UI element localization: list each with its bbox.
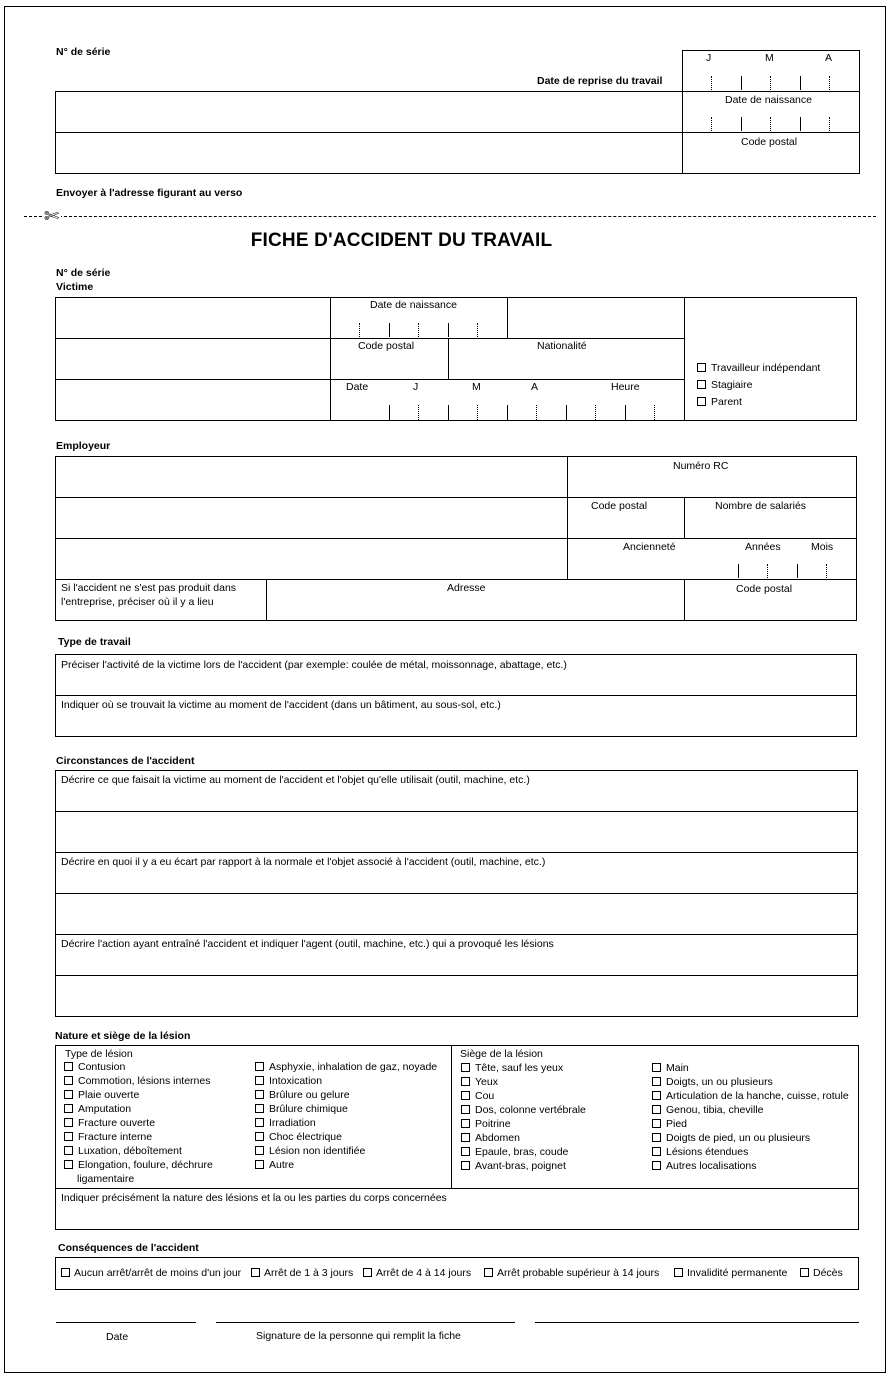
- tick: [741, 76, 742, 90]
- type-lesion-label: Type de lésion: [65, 1048, 133, 1060]
- checkbox-icon: [674, 1268, 683, 1277]
- checkbox-travailleur-independant[interactable]: Travailleur indépendant: [697, 362, 820, 374]
- siege-lesion-checkbox[interactable]: Pied: [652, 1118, 687, 1130]
- checkbox-icon: [652, 1105, 661, 1114]
- type-lesion-checkbox[interactable]: Plaie ouverte: [64, 1089, 139, 1101]
- annees-label: Années: [745, 541, 781, 553]
- consequence-checkbox[interactable]: Aucun arrêt/arrêt de moins d'un jour: [61, 1267, 241, 1279]
- top-date-box: [682, 50, 860, 174]
- checkbox-icon: [64, 1118, 73, 1127]
- siege-lesion-checkbox[interactable]: Autres localisations: [652, 1160, 756, 1172]
- top-date-divider: [682, 91, 860, 92]
- tick: [359, 323, 360, 337]
- type-lesion-checkbox[interactable]: Brûlure chimique: [255, 1103, 348, 1115]
- work-heading: Type de travail: [58, 636, 131, 648]
- siege-lesion-checkbox[interactable]: Articulation de la hanche, cuisse, rotule: [652, 1090, 849, 1102]
- checkbox-icon: [461, 1063, 470, 1072]
- type-lesion-checkbox[interactable]: Fracture interne: [64, 1131, 152, 1143]
- tick: [418, 323, 419, 337]
- circ-row-divider: [55, 893, 858, 894]
- type-lesion-checkbox[interactable]: Commotion, lésions internes: [64, 1075, 210, 1087]
- checkbox-icon: [652, 1161, 661, 1170]
- tick: [767, 564, 768, 578]
- reprise-label: Date de reprise du travail: [537, 75, 663, 87]
- victim-col-divider: [684, 297, 685, 421]
- lesion-col-divider: [451, 1045, 452, 1188]
- tick: [711, 76, 712, 90]
- tick: [389, 323, 390, 337]
- consequence-checkbox[interactable]: Décès: [800, 1267, 843, 1279]
- victim-row-divider: [55, 379, 685, 380]
- victim-heure-label: Heure: [611, 381, 640, 393]
- employer-col-divider: [684, 497, 685, 538]
- checkbox-icon: [652, 1091, 661, 1100]
- checkbox-icon: [255, 1104, 264, 1113]
- tick: [448, 405, 449, 420]
- checkbox-icon: [251, 1268, 260, 1277]
- circ-q2: Décrire en quoi il y a eu écart par rapport à la normale et l'objet associé à l'accident (outil, machine, etc.): [61, 856, 546, 868]
- checkbox-icon: [64, 1132, 73, 1141]
- siege-lesion-checkbox[interactable]: Main: [652, 1062, 689, 1074]
- mois-label: Mois: [811, 541, 834, 553]
- other-place-line2: l'entreprise, préciser où il y a lieu: [61, 596, 214, 608]
- checkbox-icon: [800, 1268, 809, 1277]
- adresse-label: Adresse: [447, 582, 486, 594]
- type-lesion-checkbox[interactable]: Luxation, déboîtement: [64, 1145, 182, 1157]
- top-m-label: M: [765, 52, 774, 64]
- tick: [800, 117, 801, 131]
- siege-lesion-label: Siège de la lésion: [460, 1048, 543, 1060]
- employer-col-divider: [684, 579, 685, 621]
- siege-lesion-checkbox[interactable]: Doigts, un ou plusieurs: [652, 1076, 773, 1088]
- top-postal-label: Code postal: [741, 136, 798, 148]
- date-line[interactable]: [56, 1322, 196, 1323]
- victim-a-label: A: [531, 381, 539, 393]
- circ-row-divider: [55, 934, 858, 935]
- consequence-checkbox[interactable]: Arrêt probable supérieur à 14 jours: [484, 1267, 659, 1279]
- employer-postal-label: Code postal: [591, 500, 648, 512]
- type-lesion-checkbox[interactable]: Irradiation: [255, 1117, 316, 1129]
- type-col1-extra: ligamentaire: [77, 1173, 135, 1185]
- checkbox-icon: [255, 1090, 264, 1099]
- checkbox-icon: [461, 1077, 470, 1086]
- checkbox-icon: [697, 397, 706, 406]
- type-lesion-checkbox[interactable]: Fracture ouverte: [64, 1117, 155, 1129]
- victim-serial-label: N° de série: [56, 267, 111, 279]
- footer-date-label: Date: [106, 1331, 129, 1343]
- checkbox-icon: [64, 1146, 73, 1155]
- tick: [448, 323, 449, 337]
- tick: [711, 117, 712, 131]
- type-lesion-checkbox[interactable]: Lésion non identifiée: [255, 1145, 365, 1157]
- siege-lesion-checkbox[interactable]: Cou: [461, 1090, 494, 1102]
- circ-row-divider: [55, 852, 858, 853]
- employer-row-divider: [55, 497, 857, 498]
- siege-lesion-checkbox[interactable]: Avant-bras, poignet: [461, 1160, 566, 1172]
- checkbox-icon: [461, 1161, 470, 1170]
- circumstances-heading: Circonstances de l'accident: [56, 755, 195, 767]
- checkbox-icon: [461, 1105, 470, 1114]
- tick: [654, 405, 655, 420]
- circ-q1: Décrire ce que faisait la victime au moment de l'accident et l'objet qu'elle utilisait (outil, machine, etc.): [61, 774, 530, 786]
- checkbox-icon: [255, 1062, 264, 1071]
- siege-lesion-checkbox[interactable]: Lésions étendues: [652, 1146, 748, 1158]
- tick: [566, 405, 567, 420]
- work-activity-label: Préciser l'activité de la victime lors de l'accident (par exemple: coulée de métal, moissonnage, abattage, etc.): [61, 659, 567, 671]
- checkbox-icon: [61, 1268, 70, 1277]
- checkbox-icon: [652, 1133, 661, 1142]
- tick: [738, 564, 739, 578]
- siege-lesion-checkbox[interactable]: Abdomen: [461, 1132, 520, 1144]
- consequence-checkbox[interactable]: Invalidité permanente: [674, 1267, 787, 1279]
- checkbox-icon: [64, 1090, 73, 1099]
- siege-lesion-checkbox[interactable]: Genou, tibia, cheville: [652, 1104, 763, 1116]
- checkbox-icon: [363, 1268, 372, 1277]
- victim-heading: Victime: [56, 281, 94, 293]
- tick: [770, 76, 771, 90]
- other-place-line1: Si l'accident ne s'est pas produit dans: [61, 582, 237, 594]
- lesion-heading: Nature et siège de la lésion: [55, 1030, 191, 1042]
- victim-j-label: J: [413, 381, 419, 393]
- victim-naissance-label: Date de naissance: [370, 299, 457, 311]
- top-row-divider: [55, 132, 860, 133]
- footer-signature-label: Signature de la personne qui remplit la fiche: [256, 1330, 461, 1342]
- extra-line[interactable]: [535, 1322, 859, 1323]
- siege-lesion-checkbox[interactable]: Dos, colonne vertébrale: [461, 1104, 586, 1116]
- tick: [826, 564, 827, 578]
- tick: [625, 405, 626, 420]
- victim-row-divider: [55, 338, 685, 339]
- checkbox-icon: [255, 1076, 264, 1085]
- top-naissance-label: Date de naissance: [725, 94, 812, 106]
- checkbox-icon: [461, 1119, 470, 1128]
- checkbox-icon: [64, 1062, 73, 1071]
- employer-heading: Employeur: [56, 440, 111, 452]
- checkbox-icon: [64, 1104, 73, 1113]
- type-lesion-checkbox[interactable]: Autre: [255, 1159, 294, 1171]
- checkbox-icon: [461, 1147, 470, 1156]
- type-lesion-checkbox[interactable]: Asphyxie, inhalation de gaz, noyade: [255, 1061, 437, 1073]
- checkbox-icon: [484, 1268, 493, 1277]
- circ-q3: Décrire l'action ayant entraîné l'accident et indiquer l'agent (outil, machine, etc.) qui a provoqué les lésions: [61, 938, 554, 950]
- victim-col-divider: [507, 297, 508, 338]
- tick: [477, 405, 478, 420]
- anciennete-label: Ancienneté: [623, 541, 676, 553]
- victim-nationalite-label: Nationalité: [537, 340, 587, 352]
- siege-lesion-checkbox[interactable]: Yeux: [461, 1076, 498, 1088]
- form-title: FICHE D'ACCIDENT DU TRAVAIL: [250, 230, 553, 251]
- victim-date-label: Date: [346, 381, 369, 393]
- type-lesion-checkbox[interactable]: Brûlure ou gelure: [255, 1089, 350, 1101]
- checkbox-icon: [255, 1146, 264, 1155]
- tick: [829, 117, 830, 131]
- checkbox-icon: [697, 363, 706, 372]
- type-lesion-checkbox[interactable]: Contusion: [64, 1061, 125, 1073]
- circ-row-divider: [55, 975, 858, 976]
- tick: [418, 405, 419, 420]
- tick: [797, 564, 798, 578]
- checkbox-icon: [461, 1133, 470, 1142]
- victim-postal-label: Code postal: [358, 340, 415, 352]
- tick: [477, 323, 478, 337]
- lesion-row-divider: [55, 1188, 859, 1189]
- victim-col-divider: [448, 338, 449, 379]
- checkbox-icon: [461, 1091, 470, 1100]
- consequences-heading: Conséquences de l'accident: [58, 1242, 199, 1254]
- tick: [770, 117, 771, 131]
- top-a-label: A: [825, 52, 833, 64]
- checkbox-parent[interactable]: Parent: [697, 396, 742, 408]
- checkbox-icon: [255, 1160, 264, 1169]
- type-lesion-checkbox[interactable]: Amputation: [64, 1103, 131, 1115]
- top-j-label: J: [706, 52, 712, 64]
- tick: [536, 405, 537, 420]
- employer-col-divider: [567, 456, 568, 579]
- signature-line[interactable]: [216, 1322, 515, 1323]
- checkbox-icon: [652, 1077, 661, 1086]
- lesion-detail-label: Indiquer précisément la nature des lésions et la ou les parties du corps concernées: [61, 1192, 447, 1204]
- checkbox-icon: [255, 1118, 264, 1127]
- employer-postal2-label: Code postal: [736, 583, 793, 595]
- tick: [800, 76, 801, 90]
- top-serial-label: N° de série: [56, 46, 111, 58]
- employer-row-divider: [55, 579, 857, 580]
- employer-row-divider: [55, 538, 857, 539]
- work-location-label: Indiquer où se trouvait la victime au moment de l'accident (dans un bâtiment, au sous-sol, etc.): [61, 699, 501, 711]
- salaries-label: Nombre de salariés: [715, 500, 807, 512]
- checkbox-icon: [652, 1063, 661, 1072]
- type-lesion-checkbox[interactable]: Intoxication: [255, 1075, 322, 1087]
- consequence-checkbox[interactable]: Arrêt de 1 à 3 jours: [251, 1267, 353, 1279]
- checkbox-icon: [255, 1132, 264, 1141]
- victim-m-label: M: [472, 381, 481, 393]
- employer-col-divider: [266, 579, 267, 621]
- tick: [829, 76, 830, 90]
- tick: [507, 405, 508, 420]
- victim-col-divider: [330, 297, 331, 421]
- tick: [741, 117, 742, 131]
- checkbox-stagiaire[interactable]: Stagiaire: [697, 379, 752, 391]
- cut-line: [24, 216, 876, 217]
- type-lesion-checkbox[interactable]: Choc électrique: [255, 1131, 342, 1143]
- tick: [595, 405, 596, 420]
- siege-lesion-checkbox[interactable]: Tête, sauf les yeux: [461, 1062, 563, 1074]
- siege-lesion-checkbox[interactable]: Doigts de pied, un ou plusieurs: [652, 1132, 810, 1144]
- checkbox-icon: [64, 1076, 73, 1085]
- checkbox-icon: [697, 380, 706, 389]
- send-address-label: Envoyer à l'adresse figurant au verso: [56, 187, 243, 199]
- checkbox-icon: [652, 1119, 661, 1128]
- checkbox-icon: [652, 1147, 661, 1156]
- circ-row-divider: [55, 811, 858, 812]
- scissors-icon: ✄: [44, 206, 60, 226]
- tick: [389, 405, 390, 420]
- siege-lesion-checkbox[interactable]: Epaule, bras, coude: [461, 1146, 568, 1158]
- rc-label: Numéro RC: [673, 460, 729, 472]
- consequence-checkbox[interactable]: Arrêt de 4 à 14 jours: [363, 1267, 471, 1279]
- type-lesion-checkbox[interactable]: Elongation, foulure, déchrure: [64, 1159, 213, 1171]
- siege-lesion-checkbox[interactable]: Poitrine: [461, 1118, 511, 1130]
- work-row-divider: [55, 695, 857, 696]
- checkbox-icon: [64, 1160, 73, 1169]
